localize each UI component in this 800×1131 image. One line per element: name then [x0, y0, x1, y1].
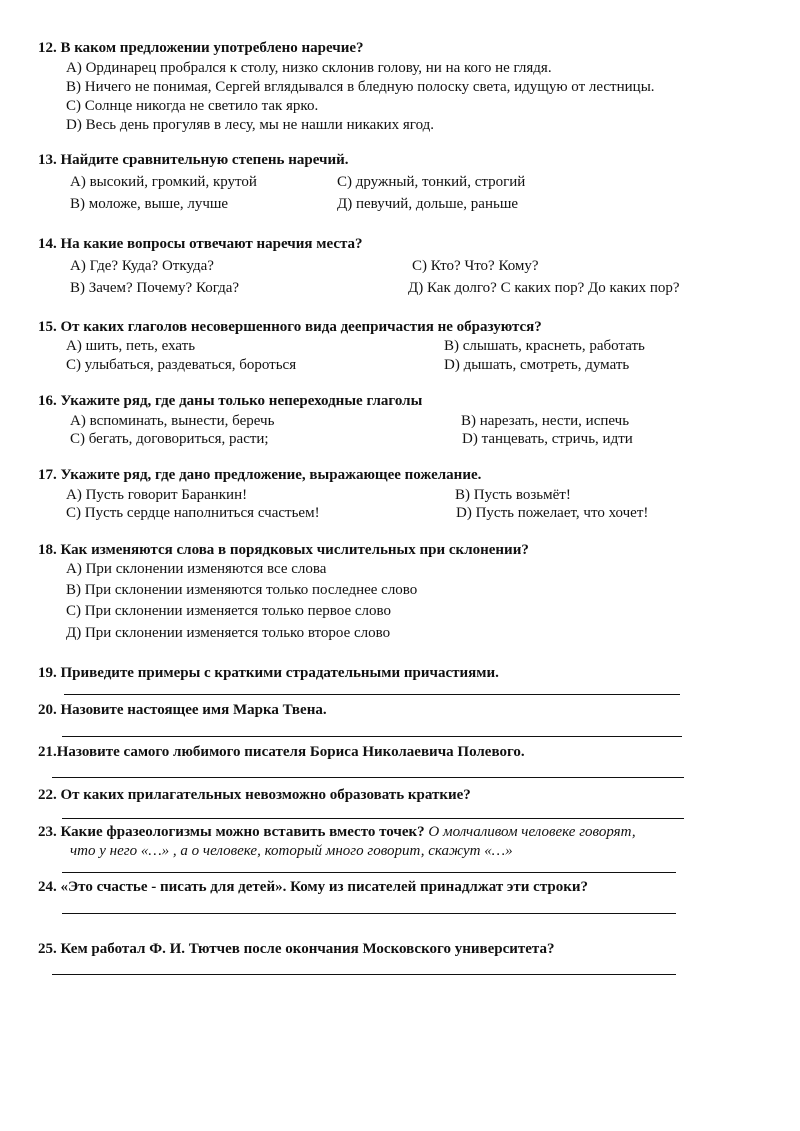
question-17-option-c: С) Пусть сердце наполниться счастьем! — [66, 505, 320, 521]
answer-line-23[interactable] — [62, 872, 676, 873]
question-13-option-a: А) высокий, громкий, крутой — [70, 174, 257, 190]
question-20-title: 20. Назовите настоящее имя Марка Твена. — [38, 702, 327, 718]
question-16-title: 16. Укажите ряд, где даны только непереходные глаголы — [38, 393, 423, 409]
question-23-title — [38, 823, 636, 841]
question-15-option-d: D) дышать, смотреть, думать — [444, 357, 630, 373]
answer-line-21[interactable] — [52, 777, 684, 778]
question-16-option-b: В) нарезать, нести, испечь — [461, 413, 630, 429]
question-14-option-b: В) Зачем? Почему? Когда? — [70, 280, 240, 296]
question-16-option-d: D) танцевать, стричь, идти — [462, 431, 633, 447]
question-17-option-d: D) Пусть пожелает, что хочет! — [456, 505, 649, 521]
question-13-title: 13. Найдите сравнительную степень наречий. — [38, 152, 349, 168]
question-14-option-d: Д) Как долго? С каких пор? До каких пор? — [408, 280, 680, 296]
question-21-title: 21.Назовите самого любимого писателя Бориса Николаевича Полевого. — [38, 744, 525, 760]
question-23-prompt: 23. Какие фразеологизмы можно вставить вместо точек? — [38, 824, 425, 840]
question-17-option-b: В) Пусть возьмёт! — [455, 487, 571, 503]
question-22-title: 22. От каких прилагательных невозможно образовать краткие? — [38, 787, 471, 803]
question-16-option-c: С) бегать, договориться, расти; — [70, 431, 269, 447]
question-12-title: 12. В каком предложении употреблено наречие? — [38, 40, 364, 56]
question-13-option-c: С) дружный, тонкий, строгий — [337, 174, 526, 190]
answer-line-22[interactable] — [62, 818, 684, 819]
question-19-title: 19. Приведите примеры с краткими страдательными причастиями. — [38, 665, 499, 681]
question-12-option-d: D) Весь день прогуляв в лесу, мы не нашли никаких ягод. — [66, 117, 435, 133]
question-15-option-c: С) улыбаться, раздеваться, бороться — [66, 357, 297, 373]
answer-line-19[interactable] — [64, 694, 680, 695]
question-18-option-b: В) При склонении изменяются только последнее слово — [66, 582, 418, 598]
answer-line-20[interactable] — [62, 736, 682, 737]
question-15-option-b: В) слышать, краснеть, работать — [444, 338, 645, 354]
question-13-option-d: Д) певучий, дольше, раньше — [337, 196, 519, 212]
question-18-option-a: А) При склонении изменяются все слова — [66, 561, 327, 577]
question-14-option-c: С) Кто? Что? Кому? — [412, 258, 539, 274]
question-12-option-b: В) Ничего не понимая, Сергей вглядывался в бледную полоску света, идущую от лестницы. — [66, 79, 655, 95]
question-18-title: 18. Как изменяются слова в порядковых числительных при склонении? — [38, 542, 529, 558]
question-15-title: 15. От каких глаголов несовершенного вида деепричастия не образуются? — [38, 319, 542, 335]
question-23-text-line-1: О молчаливом человеке говорят, — [428, 824, 636, 840]
question-14-option-a: А) Где? Куда? Откуда? — [70, 258, 214, 274]
question-17-option-a: А) Пусть говорит Баранкин! — [66, 487, 248, 503]
question-13-option-b: В) моложе, выше, лучше — [70, 196, 229, 212]
answer-line-24[interactable] — [62, 913, 676, 914]
question-15-option-a: А) шить, петь, ехать — [66, 338, 196, 354]
question-23-text-line-2: что у него «…» , а о человеке, который много говорит, скажут «…» — [70, 843, 513, 859]
question-12-option-a: А) Ординарец пробрался к столу, низко склонив голову, ни на кого не глядя. — [66, 60, 552, 76]
question-25-title: 25. Кем работал Ф. И. Тютчев после окончания Московского университета? — [38, 941, 555, 957]
question-18-option-c: С) При склонении изменяется только первое слово — [66, 603, 391, 619]
question-14-title: 14. На какие вопросы отвечают наречия места? — [38, 236, 363, 252]
question-16-option-a: А) вспоминать, вынести, беречь — [70, 413, 275, 429]
question-24-title: 24. «Это счастье - писать для детей». Кому из писателей принадлжат эти строки? — [38, 879, 589, 895]
answer-line-25[interactable] — [52, 974, 676, 975]
question-17-title: 17. Укажите ряд, где дано предложение, выражающее пожелание. — [38, 467, 482, 483]
question-12-option-c: С) Солнце никогда не светило так ярко. — [66, 98, 319, 114]
question-18-option-d: Д) При склонении изменяется только второе слово — [66, 625, 391, 641]
